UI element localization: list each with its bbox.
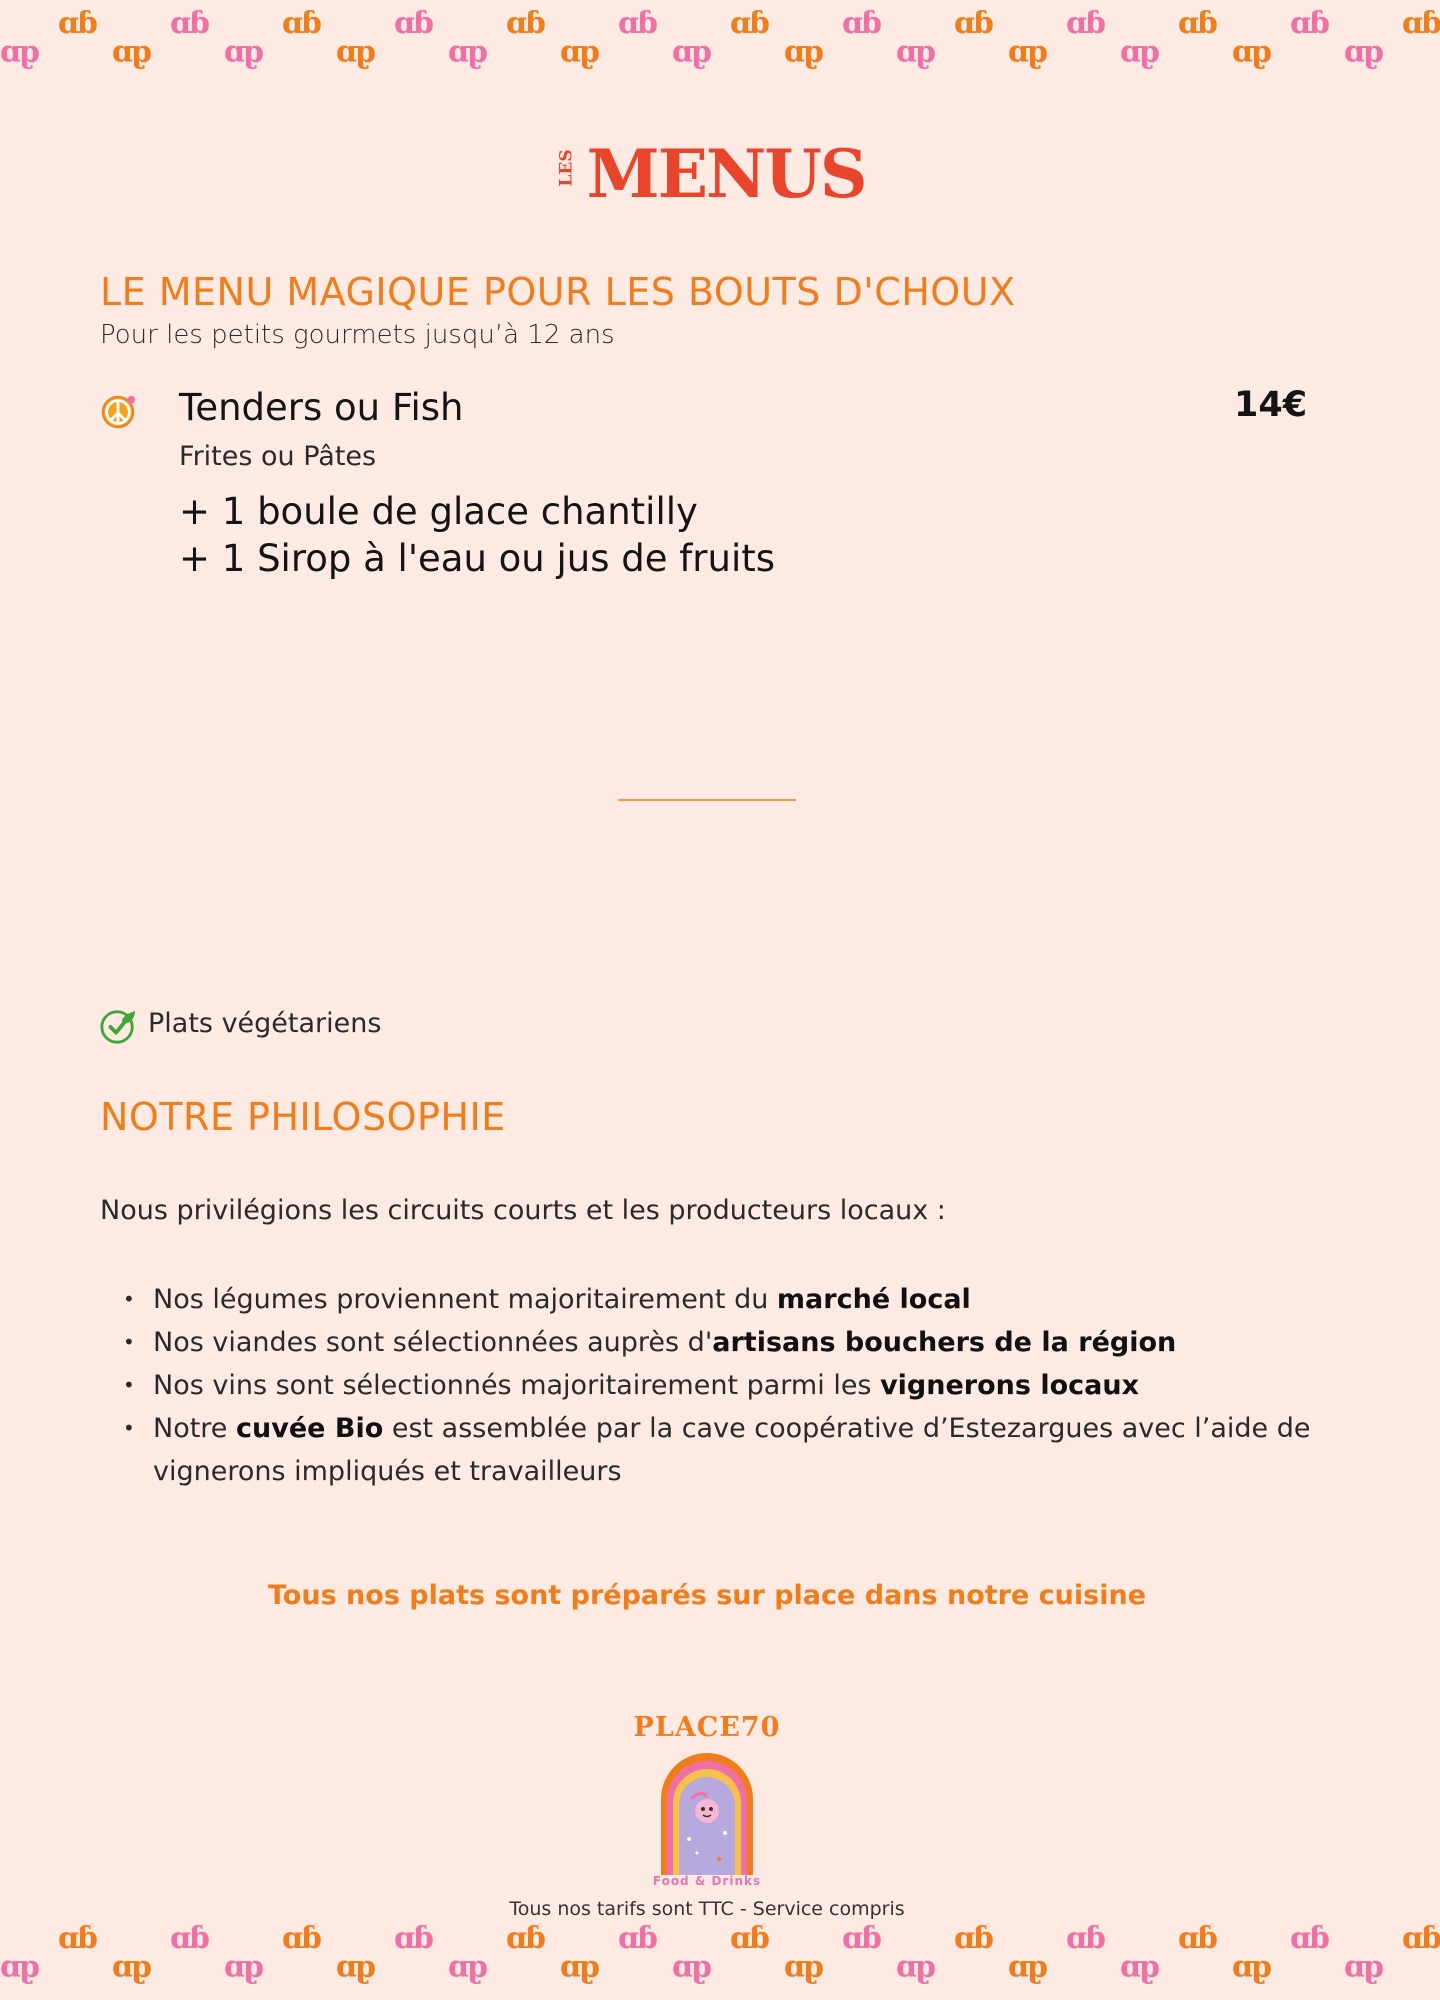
border-motif: ɑɓ: [1232, 38, 1270, 73]
vegetarian-check-icon: [99, 1007, 137, 1045]
top-decorative-border: [0, 0, 1440, 80]
border-motif: ɑɓ: [842, 1921, 880, 1956]
border-motif: ɑɓ: [1344, 38, 1382, 73]
list-item: • Nos vins sont sélectionnés majoritairement parmi les vignerons locaux: [120, 1364, 1320, 1407]
vegetarian-legend-label: Plats végétariens: [148, 1008, 382, 1039]
logo-wordmark: PLACE70: [633, 1712, 781, 1743]
border-motif: ɑɓ: [842, 6, 880, 41]
border-motif: ɑɓ: [1066, 6, 1104, 41]
border-motif: ɑɓ: [618, 6, 656, 41]
border-motif: ɑɓ: [896, 38, 934, 73]
border-motif: ɑɓ: [784, 1953, 822, 1988]
border-motif: ɑɓ: [1120, 1953, 1158, 1988]
border-motif: ɑɓ: [560, 38, 598, 73]
philosophy-title: NOTRE PHILOSOPHIE: [100, 1095, 506, 1139]
border-motif: ɑɓ: [618, 1921, 656, 1956]
pricing-note: Tous nos tarifs sont TTC - Service compris: [509, 1898, 905, 1920]
border-motif: ɑɓ: [1290, 1921, 1328, 1956]
border-motif: ɑɓ: [1402, 6, 1440, 41]
list-item: • Nos viandes sont sélectionnées auprès d'artisans bouchers de la région: [120, 1321, 1320, 1364]
border-motif: ɑɓ: [560, 1953, 598, 1988]
philosophy-intro: Nous privilégions les circuits courts et les producteurs locaux :: [100, 1195, 946, 1226]
border-motif: ɑɓ: [506, 1921, 544, 1956]
restaurant-logo-arch: [657, 1749, 757, 1877]
dish-extra: + 1 boule de glace chantilly: [179, 490, 698, 533]
border-motif: ɑɓ: [170, 6, 208, 41]
page-title: [0, 135, 1414, 213]
section-divider: [618, 799, 796, 801]
border-motif: ɑɓ: [1008, 38, 1046, 73]
border-motif: ɑɓ: [1178, 1921, 1216, 1956]
border-motif: ɑɓ: [1008, 1953, 1046, 1988]
dish-price: 14€: [1234, 385, 1308, 425]
list-item: • Nos légumes proviennent majoritairement du marché local: [120, 1278, 1320, 1321]
dish-name: Tenders ou Fish: [179, 386, 464, 429]
title-menus: MENUS: [586, 135, 866, 213]
border-motif: ɑɓ: [0, 38, 38, 73]
border-motif: ɑɓ: [394, 6, 432, 41]
border-motif: ɑɓ: [1120, 38, 1158, 73]
border-motif: ɑɓ: [672, 38, 710, 73]
border-motif: ɑɓ: [336, 1953, 374, 1988]
border-motif: ɑɓ: [1402, 1921, 1440, 1956]
border-motif: ɑɓ: [672, 1953, 710, 1988]
border-motif: ɑɓ: [394, 1921, 432, 1956]
kids-menu-subtitle: Pour les petits gourmets jusqu’à 12 ans: [100, 320, 615, 350]
border-motif: ɑɓ: [1290, 6, 1328, 41]
border-motif: ɑɓ: [336, 38, 374, 73]
title-les: LES: [556, 149, 577, 187]
bottom-decorative-border: [0, 1915, 1440, 1995]
logo-tagline: Food & Drinks: [652, 1874, 762, 1888]
peace-icon: [99, 393, 137, 431]
border-motif: ɑɓ: [112, 38, 150, 73]
border-motif: ɑɓ: [282, 1921, 320, 1956]
border-motif: ɑɓ: [1344, 1953, 1382, 1988]
kids-menu-title: LE MENU MAGIQUE POUR LES BOUTS D'CHOUX: [100, 270, 1016, 314]
border-motif: ɑɓ: [784, 38, 822, 73]
border-motif: ɑɓ: [506, 6, 544, 41]
border-motif: ɑɓ: [448, 38, 486, 73]
border-motif: ɑɓ: [448, 1953, 486, 1988]
kitchen-note: Tous nos plats sont préparés sur place dans notre cuisine: [267, 1580, 1147, 1611]
list-item: • Notre cuvée Bio est assemblée par la cave coopérative d’Estezargues avec l’aide de vignerons impliqués et travailleurs: [120, 1407, 1320, 1493]
philosophy-list: [120, 1278, 1320, 1493]
border-motif: ɑɓ: [112, 1953, 150, 1988]
border-motif: ɑɓ: [224, 38, 262, 73]
dish-side: Frites ou Pâtes: [179, 441, 377, 472]
border-motif: ɑɓ: [1232, 1953, 1270, 1988]
border-motif: ɑɓ: [896, 1953, 934, 1988]
dish-extra: + 1 Sirop à l'eau ou jus de fruits: [179, 537, 776, 580]
border-motif: ɑɓ: [1066, 1921, 1104, 1956]
border-motif: ɑɓ: [224, 1953, 262, 1988]
border-motif: ɑɓ: [58, 6, 96, 41]
border-motif: ɑɓ: [730, 6, 768, 41]
border-motif: ɑɓ: [282, 6, 320, 41]
border-motif: ɑɓ: [954, 6, 992, 41]
border-motif: ɑɓ: [730, 1921, 768, 1956]
border-motif: ɑɓ: [954, 1921, 992, 1956]
border-motif: ɑɓ: [58, 1921, 96, 1956]
border-motif: ɑɓ: [170, 1921, 208, 1956]
border-motif: ɑɓ: [1178, 6, 1216, 41]
border-motif: ɑɓ: [0, 1953, 38, 1988]
